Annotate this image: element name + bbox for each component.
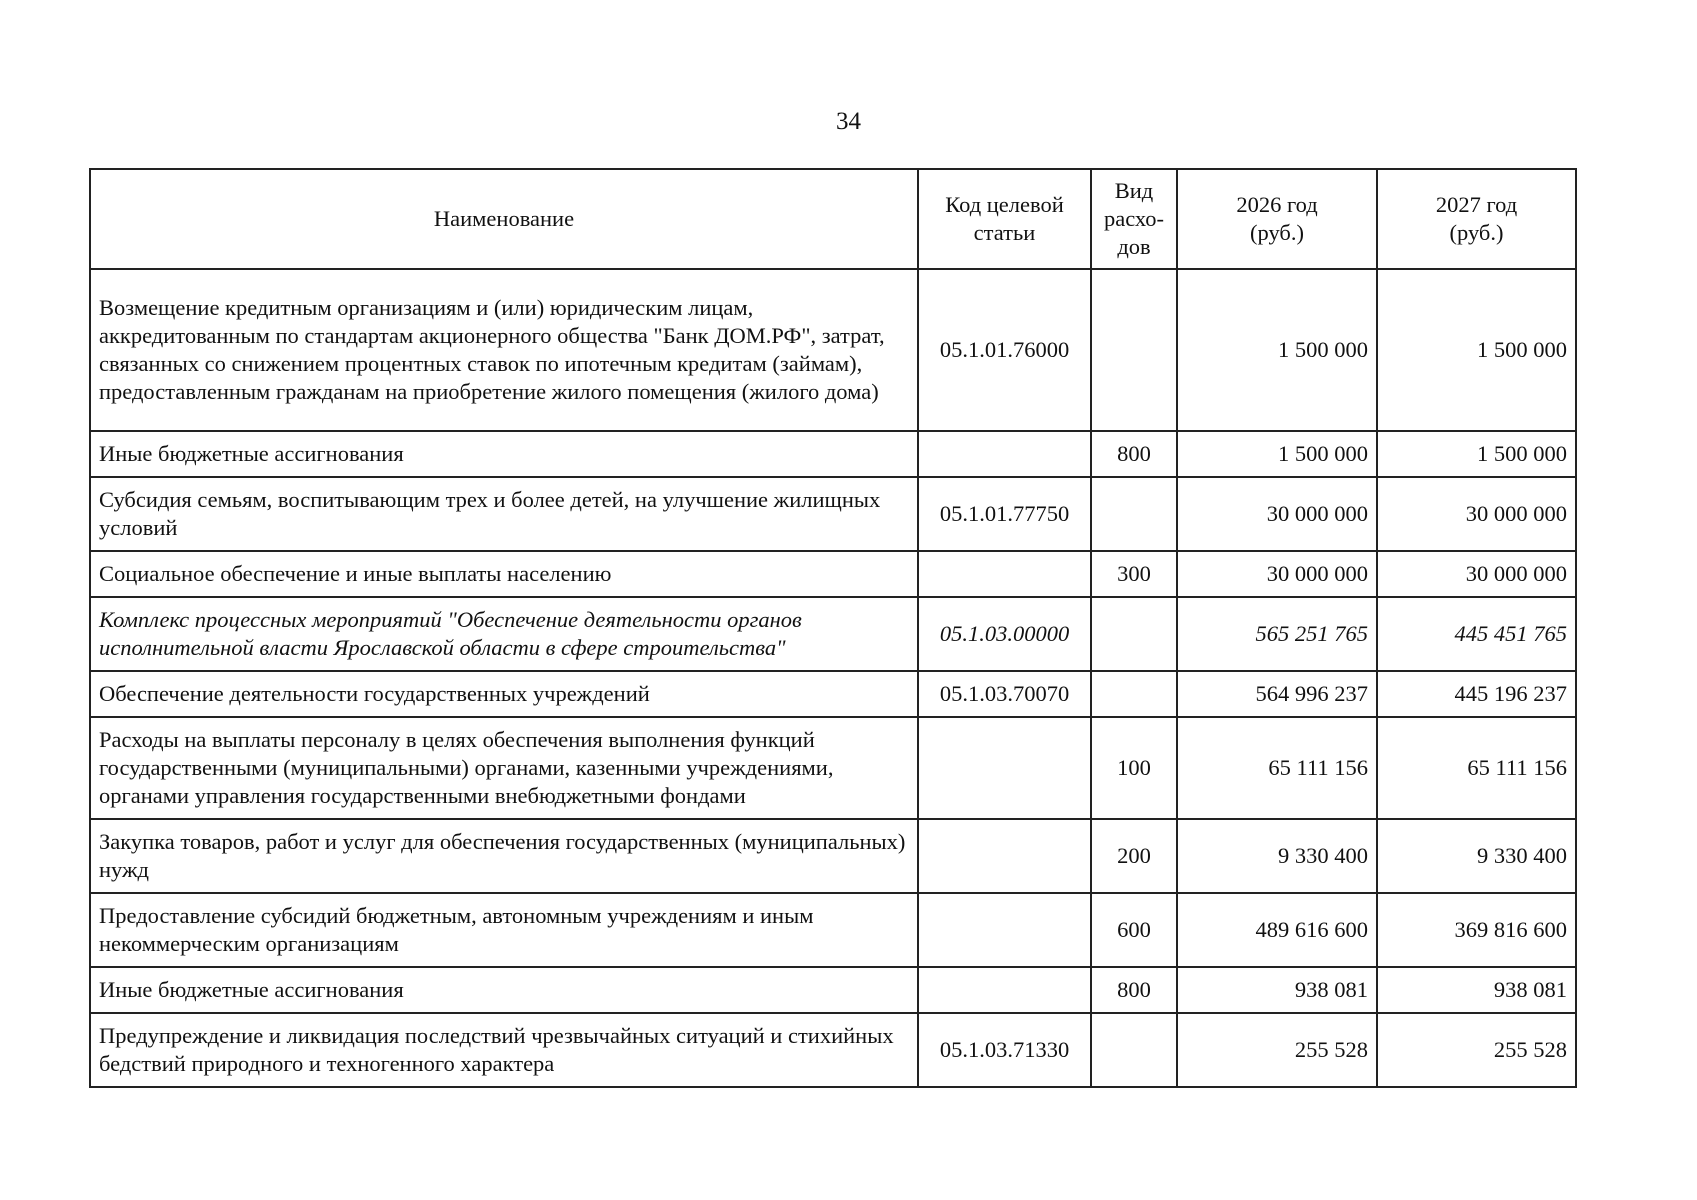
row-2027: 30 000 000 bbox=[1377, 477, 1576, 551]
row-expense-type bbox=[1091, 477, 1177, 551]
table-row bbox=[90, 967, 1576, 1013]
row-2027: 1 500 000 bbox=[1377, 269, 1576, 431]
row-2026: 65 111 156 bbox=[1177, 717, 1377, 819]
page-number: 34 bbox=[836, 108, 861, 135]
row-2027: 938 081 bbox=[1377, 967, 1576, 1013]
table-row bbox=[90, 671, 1576, 717]
row-code bbox=[918, 431, 1091, 477]
row-expense-type: 100 bbox=[1091, 717, 1177, 819]
row-code: 05.1.01.77750 bbox=[918, 477, 1091, 551]
row-2026: 565 251 765 bbox=[1177, 597, 1377, 671]
column-header-code: Код целевой статьи bbox=[918, 169, 1091, 269]
row-2027: 445 196 237 bbox=[1377, 671, 1576, 717]
row-expense-type: 300 bbox=[1091, 551, 1177, 597]
row-expense-type bbox=[1091, 1013, 1177, 1087]
row-2027: 255 528 bbox=[1377, 1013, 1576, 1087]
row-2026: 30 000 000 bbox=[1177, 551, 1377, 597]
table-row bbox=[90, 597, 1576, 671]
table-row bbox=[90, 1013, 1576, 1087]
table-row bbox=[90, 893, 1576, 967]
row-2026: 9 330 400 bbox=[1177, 819, 1377, 893]
row-2027: 65 111 156 bbox=[1377, 717, 1576, 819]
row-2027: 369 816 600 bbox=[1377, 893, 1576, 967]
table-row bbox=[90, 551, 1576, 597]
row-2026: 255 528 bbox=[1177, 1013, 1377, 1087]
table-row bbox=[90, 269, 1576, 431]
row-expense-type bbox=[1091, 671, 1177, 717]
row-expense-type bbox=[1091, 597, 1177, 671]
row-2026: 489 616 600 bbox=[1177, 893, 1377, 967]
row-code bbox=[918, 551, 1091, 597]
row-code: 05.1.01.76000 bbox=[918, 269, 1091, 431]
row-name: Предоставление субсидий бюджетным, автономным учреждениям и иным некоммерческим организациям bbox=[90, 893, 918, 967]
row-name: Возмещение кредитным организациям и (или) юридическим лицам, аккредитованным по стандартам акционерного общества "Банк ДОМ.РФ", затрат, связанных со снижением процентных ставок по ипотечным кредитам (займам), предоставленным гражданам на приобретение жилого помещения (жилого дома) bbox=[90, 269, 918, 431]
row-2026: 30 000 000 bbox=[1177, 477, 1377, 551]
row-name: Обеспечение деятельности государственных учреждений bbox=[90, 671, 918, 717]
column-header-name: Наименование bbox=[90, 169, 918, 269]
row-expense-type: 200 bbox=[1091, 819, 1177, 893]
row-expense-type: 800 bbox=[1091, 967, 1177, 1013]
table-row bbox=[90, 819, 1576, 893]
table-row bbox=[90, 717, 1576, 819]
row-name: Комплекс процессных мероприятий "Обеспечение деятельности органов исполнительной власти Ярославской области в сфере строительства" bbox=[90, 597, 918, 671]
row-expense-type: 800 bbox=[1091, 431, 1177, 477]
column-header-2027: 2027 год (руб.) bbox=[1377, 169, 1576, 269]
row-name: Иные бюджетные ассигнования bbox=[90, 431, 918, 477]
row-name: Предупреждение и ликвидация последствий чрезвычайных ситуаций и стихийных бедствий природного и техногенного характера bbox=[90, 1013, 918, 1087]
row-2026: 1 500 000 bbox=[1177, 269, 1377, 431]
row-name: Субсидия семьям, воспитывающим трех и более детей, на улучшение жилищных условий bbox=[90, 477, 918, 551]
row-2026: 564 996 237 bbox=[1177, 671, 1377, 717]
column-header-expense-type: Вид расхо- дов bbox=[1091, 169, 1177, 269]
row-2026: 938 081 bbox=[1177, 967, 1377, 1013]
row-code bbox=[918, 967, 1091, 1013]
row-code bbox=[918, 893, 1091, 967]
row-expense-type: 600 bbox=[1091, 893, 1177, 967]
row-name: Иные бюджетные ассигнования bbox=[90, 967, 918, 1013]
row-code: 05.1.03.00000 bbox=[918, 597, 1091, 671]
table-row bbox=[90, 477, 1576, 551]
row-name: Социальное обеспечение и иные выплаты населению bbox=[90, 551, 918, 597]
row-code bbox=[918, 717, 1091, 819]
row-expense-type bbox=[1091, 269, 1177, 431]
row-2027: 445 451 765 bbox=[1377, 597, 1576, 671]
column-header-2026: 2026 год (руб.) bbox=[1177, 169, 1377, 269]
table-row bbox=[90, 431, 1576, 477]
budget-table bbox=[89, 168, 1577, 1088]
row-code bbox=[918, 819, 1091, 893]
table-header-row bbox=[90, 169, 1576, 269]
row-name: Закупка товаров, работ и услуг для обеспечения государственных (муниципальных) нужд bbox=[90, 819, 918, 893]
row-code: 05.1.03.71330 bbox=[918, 1013, 1091, 1087]
row-2027: 1 500 000 bbox=[1377, 431, 1576, 477]
row-2027: 9 330 400 bbox=[1377, 819, 1576, 893]
row-name: Расходы на выплаты персоналу в целях обеспечения выполнения функций государственными (муниципальными) органами, казенными учреждениями, органами управления государственными внебюджетными фондами bbox=[90, 717, 918, 819]
row-2026: 1 500 000 bbox=[1177, 431, 1377, 477]
row-code: 05.1.03.70070 bbox=[918, 671, 1091, 717]
row-2027: 30 000 000 bbox=[1377, 551, 1576, 597]
